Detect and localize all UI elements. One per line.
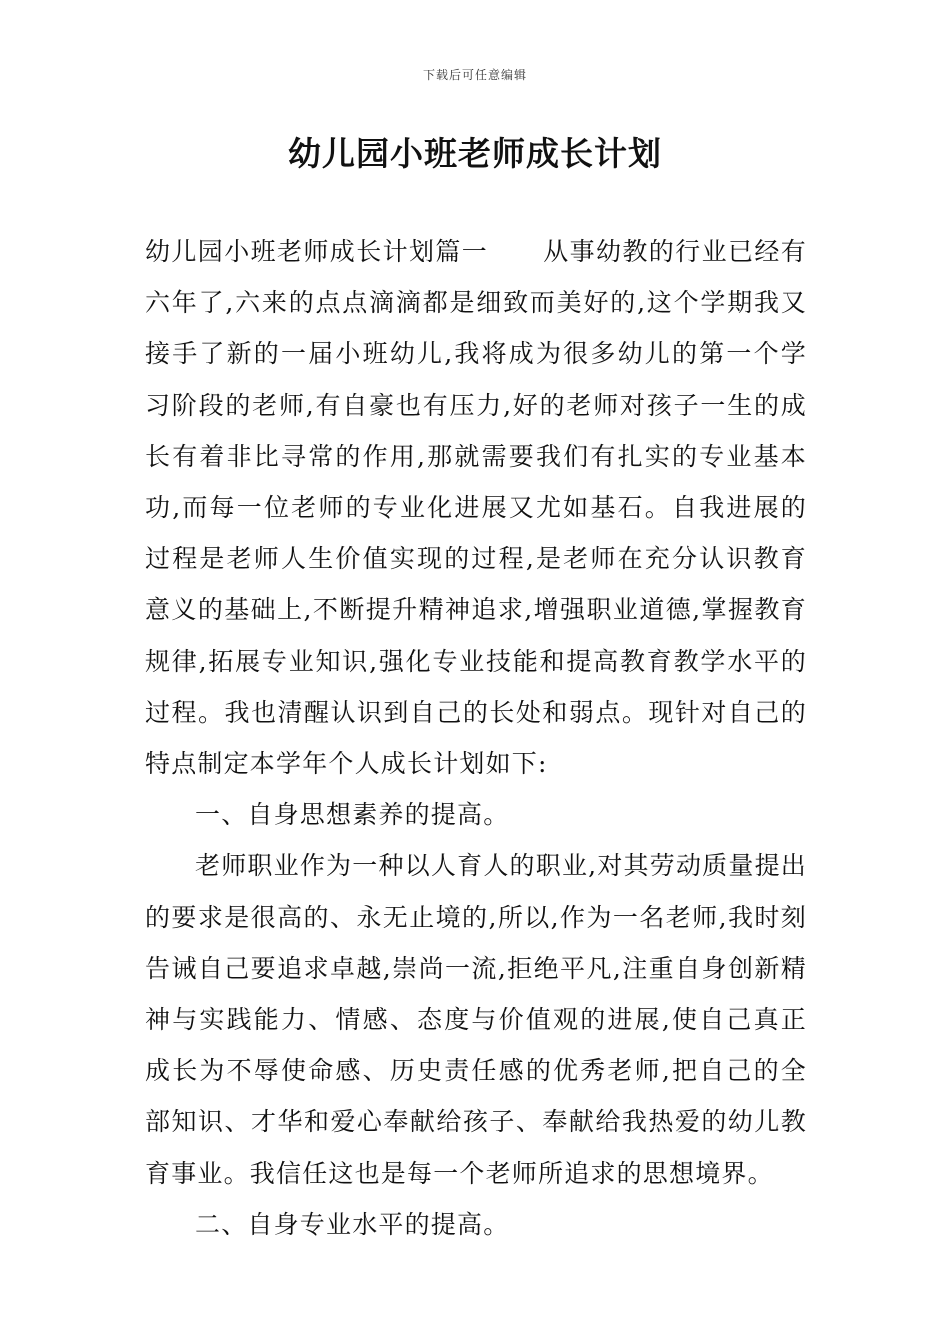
intro-heading: 幼儿园小班老师成长计划篇一 (145, 237, 489, 266)
section-paragraph-1: 老师职业作为一种以人育人的职业,对其劳动质量提出的要求是很高的、永无止境的,所以,作为一名老师,我时刻告诫自己要追求卓越,崇尚一流,拒绝平凡,注重自身创新精神与实践能力、情感、态度与价值观的进展,使自己真正成长为不辱使命感、历史责任感的优秀老师,把自己的全部知识、才华和爱心奉献给孩子、奉献给我热爱的幼儿教育事业。我信任这也是每一个老师所追求的思想境界。 (145, 851, 807, 1188)
header-note: 下载后可任意编辑 (422, 68, 527, 82)
section-heading-2: 二、自身专业水平的提高。 (195, 1209, 510, 1239)
section-heading-1: 一、自身思想素养的提高。 (195, 800, 510, 830)
intro-text: 从事幼教的行业已经有六年了,六来的点点滴滴都是细致而美好的,这个学期我又接手了新的一届小班幼儿,我将成为很多幼儿的第一个学习阶段的老师,有自豪也有压力,好的老师对孩子一生的成长有着非比寻常的作用,那就需要我们有扎实的专业基本功,而每一位老师的专业化进展又尤如基石。自我进展的过程是老师人生价值实现的过程,是老师在充分认识教育意义的基础上,不断提升精神追求,增强职业道德,掌握教育规律,拓展专业知识,强化专业技能和提高教育教学水平的过程。我也清醒认识到自己的长处和弱点。现针对自己的特点制定本学年个人成长计划如下: (145, 237, 807, 779)
page-title: 幼儿园小班老师成长计划 (288, 134, 662, 173)
intro-paragraph (145, 226, 807, 789)
document-body (145, 226, 807, 1250)
